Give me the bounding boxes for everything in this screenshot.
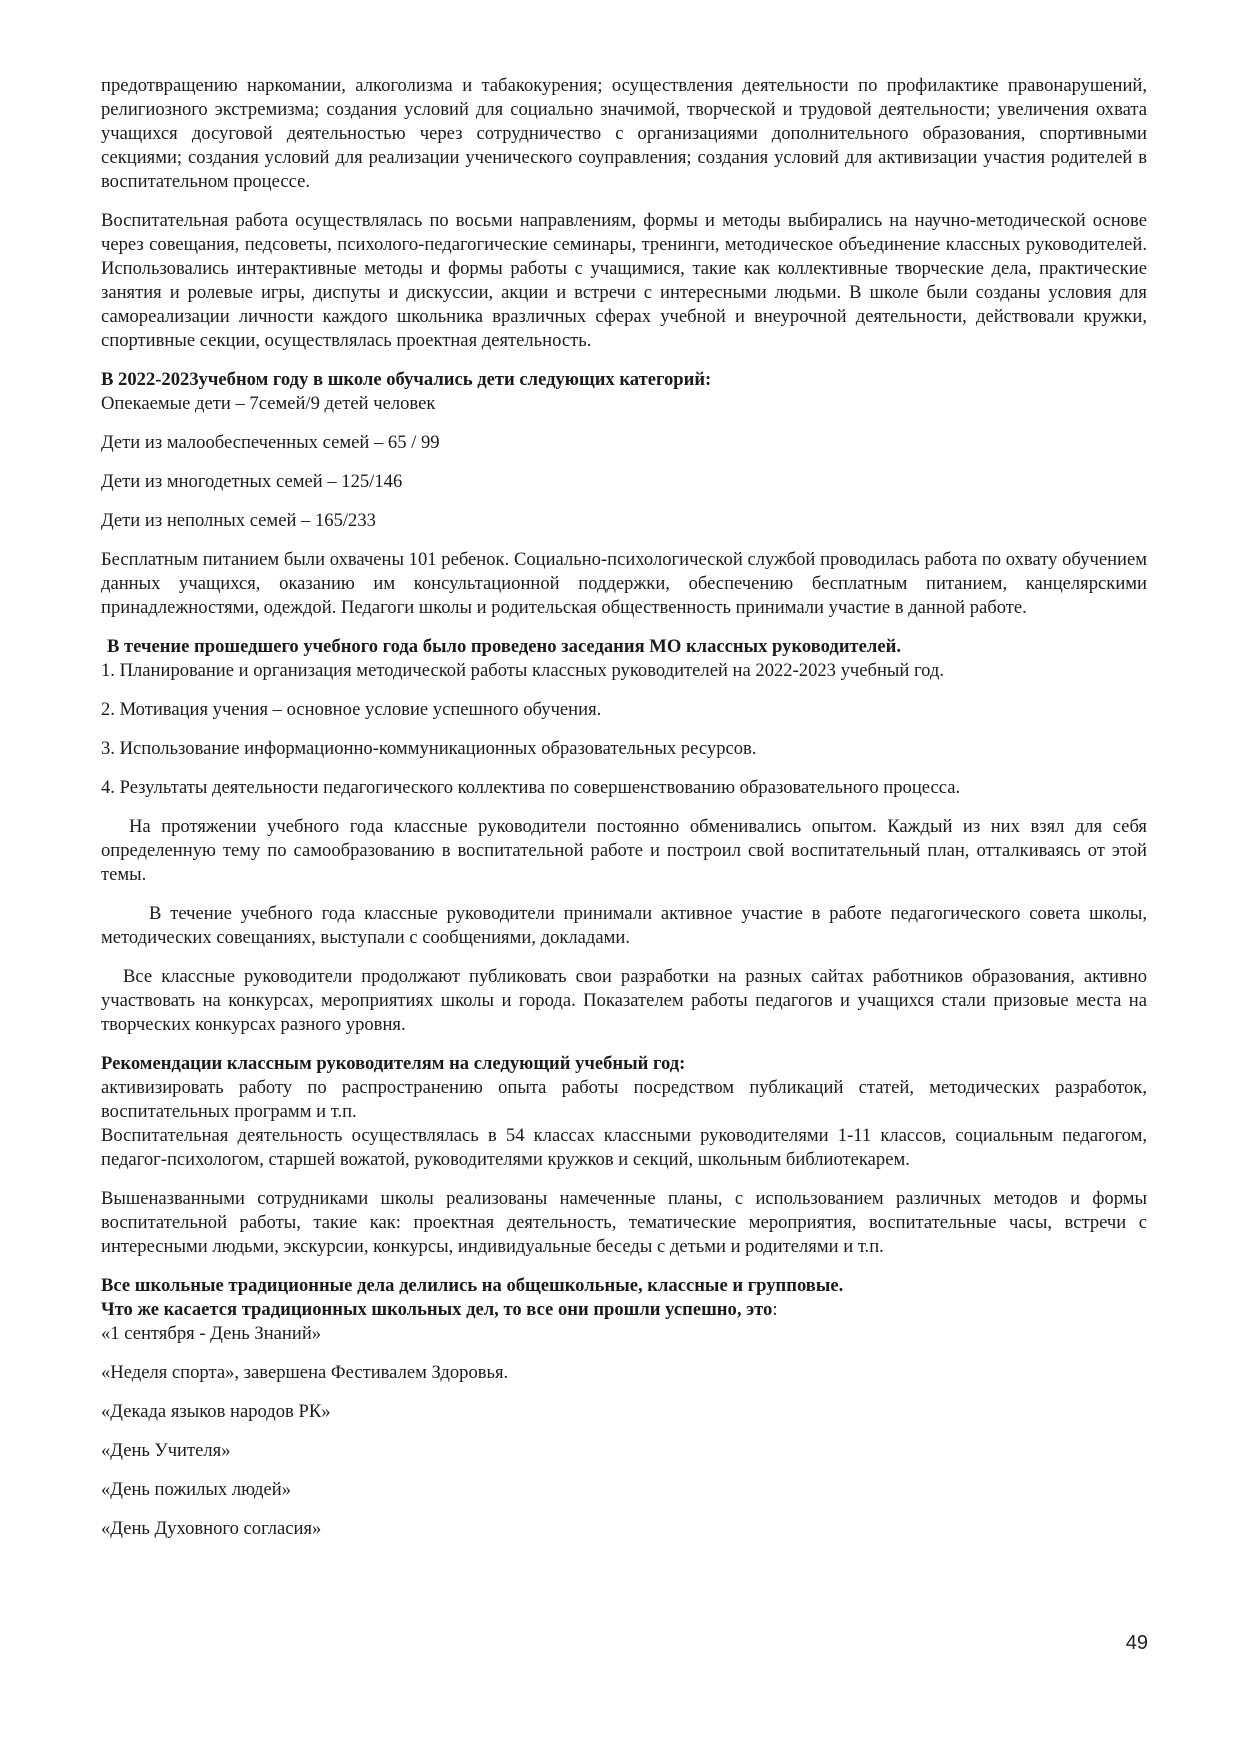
paragraph-council: В течение учебного года классные руководители принимали активное участие в работе педагогического совета школы, методических совещаниях, выступали с сообщениями, докладами. [101, 903, 1147, 948]
tradition-event: «1 сентября - День Знаний» [101, 1323, 322, 1344]
tradition-event: «Декада языков народов РК» [101, 1401, 331, 1422]
category-item: Дети из многодетных семей – 125/146 [101, 471, 403, 492]
page-number: 49 [1125, 1632, 1148, 1654]
paragraph-educational-work: Воспитательная работа осуществлялась по восьми направлениям, формы и методы выбирались на научно-методической основе через совещания, педсоветы, психолого-педагогические семинары, тренинги, методическое объединение классных руководителей. Использовались интерактивные методы и формы работы с учащимися, такие как коллективные творческие дела, практические занятия и ролевые игры, диспуты и дискуссии, акции и встречи с интересными людьми. В школе были созданы условия для самореализации личности каждого школьника вразличных сферах учебной и внеурочной деятельности, действовали кружки, спортивные секции, осуществлялась проектная деятельность. [101, 210, 1147, 351]
meeting-item: 4. Результаты деятельности педагогического коллектива по совершенствованию образовательного процесса. [101, 777, 961, 798]
tradition-event: «День Учителя» [101, 1440, 231, 1461]
paragraph-nutrition: Бесплатным питанием были охвачены 101 ребенок. Социально-психологической службой проводилась работа по охвату обучением данных учащихся, оказанию им консультационной поддержки, обеспечению бесплатным питанием, канцелярскими принадлежностями, одеждой. Педагоги школы и родительская общественность принимали участие в данной работе. [101, 549, 1147, 618]
traditions-heading: Все школьные традиционные дела делились на общешкольные, классные и групповые. [101, 1275, 844, 1296]
paragraph-publishing: Все классные руководители продолжают публиковать свои разработки на разных сайтах работников образования, активно участвовать на конкурсах, мероприятиях школы и города. Показателем работы педагогов и учащихся стали призовые места на творческих конкурсах разного уровня. [101, 966, 1147, 1035]
document-page [101, 74, 1147, 1556]
meeting-item: 1. Планирование и организация методической работы классных руководителей на 2022-2023 учебный год. [101, 660, 945, 681]
meetings-heading: В течение прошедшего учебного года было проведено заседания МО классных руководителей. [107, 636, 901, 657]
tradition-event: «День Духовного согласия» [101, 1518, 322, 1539]
paragraph-implemented: Вышеназванными сотрудниками школы реализованы намеченные планы, с использованием различных методов и формы воспитательной работы, такие как: проектная деятельность, тематические мероприятия, воспитательные часы, встречи с интересными людьми, экскурсии, конкурсы, индивидуальные беседы с детьми и родителями и т.п. [101, 1188, 1147, 1257]
traditions-subheading [101, 1298, 1147, 1322]
tradition-event: «День пожилых людей» [101, 1479, 292, 1500]
paragraph-classes: Воспитательная деятельность осуществлялась в 54 классах классными руководителями 1-11 классов, социальным педагогом, педагог-психологом, старшей вожатой, руководителями кружков и секций, школьным библиотекарем. [101, 1125, 1147, 1170]
paragraph-prevention: предотвращению наркомании, алкоголизма и табакокурения; осуществления деятельности по профилактике правонарушений, религиозного экстремизма; создания условий для социально значимой, творческой и трудовой деятельности; увеличения охвата учащихся досуговой деятельностью через сотрудничество с организациями дополнительного образования, спортивными секциями; создания условий для реализации ученического соуправления; создания условий для активизации участия родителей в воспитательном процессе. [101, 75, 1147, 192]
meeting-item: 3. Использование информационно-коммуникационных образовательных ресурсов. [101, 738, 757, 759]
category-item: Дети из малообеспеченных семей – 65 / 99 [101, 432, 440, 453]
traditions-subheading-colon: : [772, 1299, 778, 1320]
paragraph-experience: На протяжении учебного года классные руководители постоянно обменивались опытом. Каждый из них взял для себя определенную тему по самообразованию в воспитательной работе и построил свой воспитательный план, отталкиваясь от этой темы. [101, 816, 1147, 885]
tradition-event: «Неделя спорта», завершена Фестивалем Здоровья. [101, 1362, 509, 1383]
categories-heading: В 2022-2023учебном году в школе обучались дети следующих категорий: [101, 369, 712, 390]
category-item: Опекаемые дети – 7семей/9 детей человек [101, 393, 436, 414]
traditions-subheading-text: Что же касается традиционных школьных дел, то все они прошли успешно, это [101, 1299, 773, 1320]
recommendations-text: активизировать работу по распространению опыта работы посредством публикаций статей, методических разработок, воспитательных программ и т.п. [101, 1077, 1147, 1122]
category-item: Дети из неполных семей – 165/233 [101, 510, 376, 531]
meeting-item: 2. Мотивация учения – основное условие успешного обучения. [101, 699, 602, 720]
recommendations-heading: Рекомендации классным руководителям на следующий учебный год: [101, 1053, 686, 1074]
